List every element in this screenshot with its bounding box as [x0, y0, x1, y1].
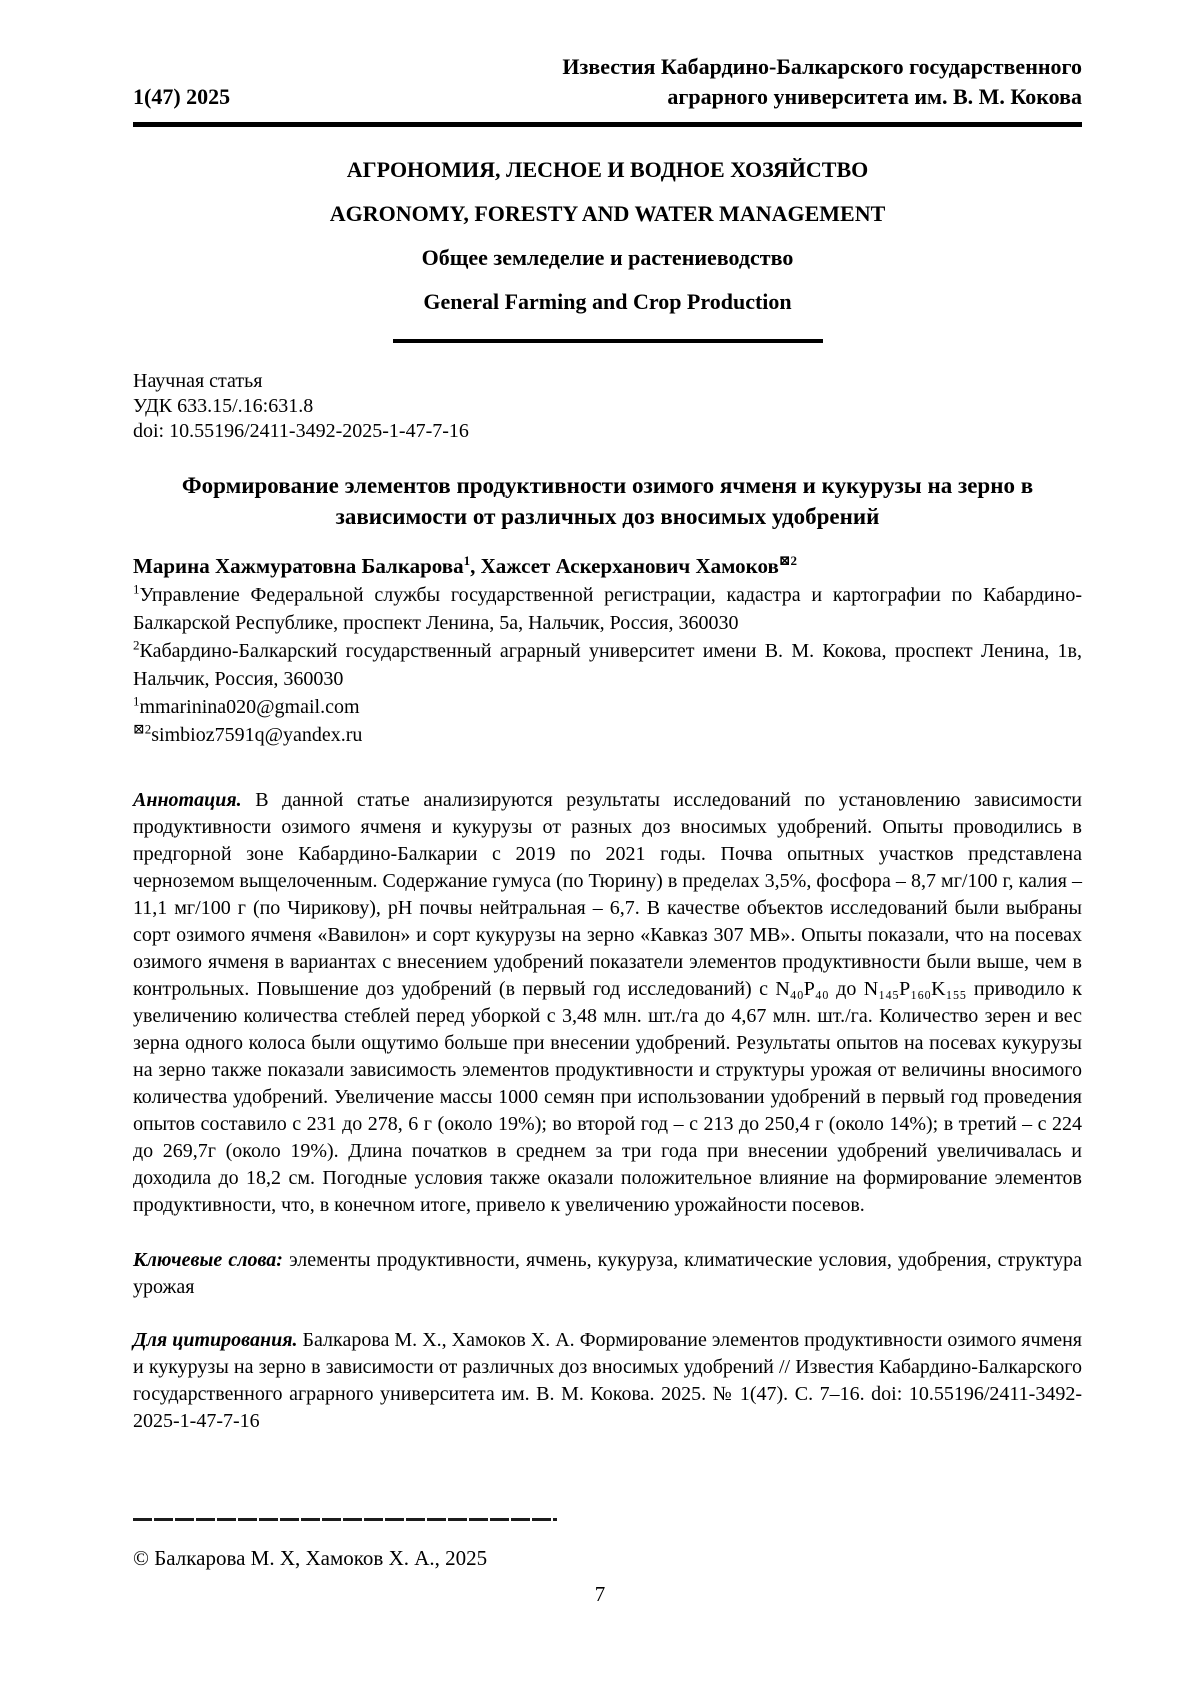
author-1-name: Марина Хажмуратовна Балкарова — [133, 554, 464, 578]
envelope-icon: ⊠ — [133, 722, 145, 738]
affiliation-2-text: Кабардино-Балкарский государственный аграрный университет имени В. М. Кокова, проспект Ленина, 1в, Нальчик, Россия, 360030 — [133, 640, 1082, 690]
copyright-line: © Балкарова М. Х, Хамоков Х. А., 2025 — [133, 1546, 488, 1570]
article-type: Научная статья — [133, 370, 263, 392]
envelope-icon: ⊠ — [778, 554, 791, 569]
section-headings — [133, 155, 1082, 343]
citation-paragraph — [133, 1327, 1082, 1435]
journal-header — [133, 0, 1082, 112]
page-number: 7 — [594, 1582, 606, 1606]
author-email-1 — [133, 693, 1082, 721]
author-2-name: , Хажсет Аскерханович Хамоков — [470, 554, 779, 578]
affiliation-2 — [133, 637, 1082, 693]
abstract-paragraph — [133, 787, 1082, 1219]
section-divider — [393, 339, 823, 343]
journal-issue: 1(47) 2025 — [133, 84, 231, 109]
keywords-label: Ключевые слова: — [133, 1249, 283, 1271]
authors-line — [133, 552, 1082, 581]
author-email-2 — [133, 721, 1082, 749]
keywords-text: элементы продуктивности, ячмень, кукуруза, климатические условия, удобрения, структура урожая — [133, 1249, 1083, 1298]
author-2-affiliation-marker: 2 — [790, 553, 798, 568]
citation-text: Балкарова М. Х., Хамоков Х. А. Формирование элементов продуктивности озимого ячменя и кукурузы на зерно в зависимости от различных доз вносимых удобрений // Известия Кабардино-Балкарского государственного аграрного университета им. В. М. Кокова. 2025. № 1(47). С. 7–16. doi: 10.55196/2411-3492-2025-1-47-7-16 — [133, 1329, 1083, 1432]
header-rule — [133, 122, 1082, 127]
section-heading-en: AGRONOMY, FORESTY AND WATER MANAGEMENT — [329, 201, 886, 226]
affiliation-1 — [133, 581, 1082, 637]
udc-number: УДК 633.15/.16:631.8 — [133, 395, 314, 417]
section-heading-ru: АГРОНОМИЯ, ЛЕСНОЕ И ВОДНОЕ ХОЗЯЙСТВО — [346, 157, 869, 182]
article-title: Формирование элементов продуктивности озимого ячменя и кукурузы на зерно в зависимости от различных доз вносимых удобрений — [181, 473, 1034, 529]
email-1-marker: 1 — [133, 693, 140, 709]
email-1-address: mmarinina020@gmail.com — [139, 696, 360, 718]
journal-name-line-2: аграрного университета им. В. М. Кокова — [667, 84, 1082, 109]
abstract-label: Аннотация. — [133, 789, 242, 811]
footnote-divider — [133, 1518, 557, 1521]
email-2-marker: 2 — [144, 721, 152, 737]
affiliation-1-text: Управление Федеральной службы государственной регистрации, кадастра и картографии по Кабардино-Балкарской Республике, проспект Ленина, 5а, Нальчик, Россия, 360030 — [133, 584, 1082, 634]
journal-name-line-1: Известия Кабардино-Балкарского государственного — [562, 54, 1082, 79]
journal-name — [562, 52, 1082, 112]
doi-line: doi: 10.55196/2411-3492-2025-1-47-7-16 — [133, 420, 469, 442]
author-1-affiliation-marker: 1 — [463, 553, 471, 568]
affiliation-1-marker: 1 — [133, 581, 140, 597]
citation-label: Для цитирования. — [133, 1329, 298, 1351]
email-2-address: simbioz7591q@yandex.ru — [151, 724, 363, 746]
subsection-heading-en: General Farming and Crop Production — [423, 289, 792, 314]
article-meta — [133, 369, 1082, 444]
subsection-heading-ru: Общее земледелие и растениеводство — [421, 245, 794, 270]
keywords-paragraph — [133, 1247, 1082, 1301]
affiliation-2-marker: 2 — [133, 637, 140, 653]
abstract-text: В данной статье анализируются результаты исследований по установлению зависимости продуктивности озимого ячменя и кукурузы от разных доз вносимых удобрений. Опыты проводились в предгорной зоне Кабардино-Балкарии с 2019 по 2021 годы. Почва опытных участков представлена черноземом выщелоченным. Содержание гумуса (по Тюрину) в пределах 3,5%, фосфора – 8,7 мг/100 г, калия – 11,1 мг/100 г (по Чирикову), pH почвы нейтральная – 6,7. В качестве объектов исследований были выбраны сорт озимого ячменя «Вавилон» и сорт кукурузы на зерно «Кавказ 307 МВ». Опыты показали, что на посевах озимого ячменя в вариантах с внесением удобрений показатели элементов продуктивности были выше, чем в контрольных. Повышение доз удобрений (в первый год исследований) с N₄₀P₄₀ до N₁₄₅P₁₆₀K₁₅₅ приводило к увеличению количества стеблей перед уборкой с 3,48 млн. шт./га до 4,67 млн. шт./га. Количество зерен и вес зерна одного колоса были ощутимо больше при внесении удобрений. Результаты опытов на посевах кукурузы на зерно также показали зависимость элементов продуктивности и структуры урожая от величины вносимого количества удобрений. Увеличение массы 1000 семян при использовании удобрений в первый год проведения опытов составило с 231 до 278, 6 г (около 19%); во второй год – с 213 до 250,4 г (около 14%); в третий – с 224 до 269,7г (около 19%). Длина початков в среднем за три года при внесении удобрений увеличивалась и доходила до 18,2 см. Погодные условия также оказали положительное влияние на формирование элементов продуктивности, что, в конечном итоге, привело к увеличению урожайности посевов. — [133, 789, 1083, 1216]
